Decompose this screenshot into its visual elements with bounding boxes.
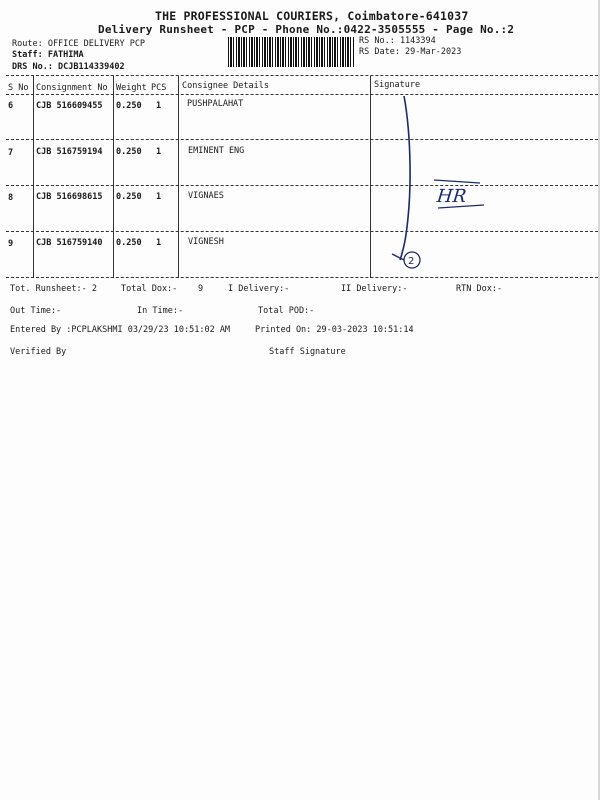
divider [6, 139, 598, 140]
row-weight: 0.250 [116, 101, 142, 111]
divider [6, 75, 598, 76]
column-line [370, 76, 371, 278]
row-consignment: CJB 516609455 [36, 101, 103, 111]
drs-number: DRS No.: DCJB114339402 [12, 62, 125, 72]
total-pod: Total POD:- [258, 306, 315, 316]
ii-delivery: II Delivery:- [341, 284, 408, 294]
printed-on: Printed On: 29-03-2023 10:51:14 [255, 325, 414, 335]
col-header-weight: Weight [116, 83, 147, 93]
in-time: In Time:- [137, 306, 184, 316]
row-consignment: CJB 516759194 [36, 147, 103, 157]
row-sno: 9 [8, 239, 14, 249]
circled-number: 2 [408, 256, 415, 267]
column-line [33, 76, 34, 278]
route-label: Route: OFFICE DELIVERY PCP [12, 39, 146, 49]
column-line [178, 76, 179, 278]
tot-runsheet: Tot. Runsheet:- 2 [10, 284, 97, 294]
row-consignee: VIGNAES [188, 191, 224, 201]
row-pcs: 1 [156, 192, 162, 202]
row-consignee: VIGNESH [188, 237, 224, 247]
row-weight: 0.250 [116, 238, 142, 248]
entered-by: Entered By :PCPLAKSHMI 03/29/23 10:51:02 AM [10, 325, 231, 335]
staff-signature: Staff Signature [269, 347, 346, 357]
signature-text: HR [435, 186, 468, 207]
col-header-sno: S No [8, 83, 29, 93]
verified-by: Verified By [10, 347, 67, 357]
total-dox-value: 9 [198, 284, 204, 294]
divider [6, 231, 598, 232]
col-header-consignment: Consignment No [36, 83, 108, 93]
out-time: Out Time:- [10, 306, 62, 316]
i-delivery: I Delivery:- [228, 284, 290, 294]
row-pcs: 1 [156, 238, 162, 248]
row-pcs: 1 [156, 147, 162, 157]
staff-label: Staff: FATHIMA [12, 50, 84, 60]
row-consignment: CJB 516698615 [36, 192, 103, 202]
divider [6, 94, 598, 95]
row-sno: 7 [8, 148, 14, 158]
total-dox-label: Total Dox:- [121, 284, 178, 294]
col-header-pcs: PCS [151, 83, 167, 93]
runsheet-title: Delivery Runsheet - PCP - Phone No.:0422-3505555 - Page No.:2 [98, 23, 515, 36]
rtn-dox: RTN Dox:- [456, 284, 503, 294]
row-consignment: CJB 516759140 [36, 238, 103, 248]
column-line [113, 76, 114, 278]
col-header-signature: Signature [374, 80, 421, 90]
barcode [228, 37, 354, 67]
divider [6, 185, 598, 186]
company-title: THE PROFESSIONAL COURIERS, Coimbatore-641037 [155, 9, 469, 23]
col-header-consignee: Consignee Details [182, 81, 269, 91]
row-consignee: EMINENT ENG [188, 146, 245, 156]
row-sno: 8 [8, 193, 14, 203]
divider [6, 277, 598, 278]
row-sno: 6 [8, 101, 14, 111]
rs-number: RS No.: 1143394 [359, 36, 436, 46]
row-consignee: PUSHPALAHAT [187, 99, 244, 109]
row-pcs: 1 [156, 101, 162, 111]
row-weight: 0.250 [116, 192, 142, 202]
rs-date: RS Date: 29-Mar-2023 [359, 47, 462, 57]
row-weight: 0.250 [116, 147, 142, 157]
